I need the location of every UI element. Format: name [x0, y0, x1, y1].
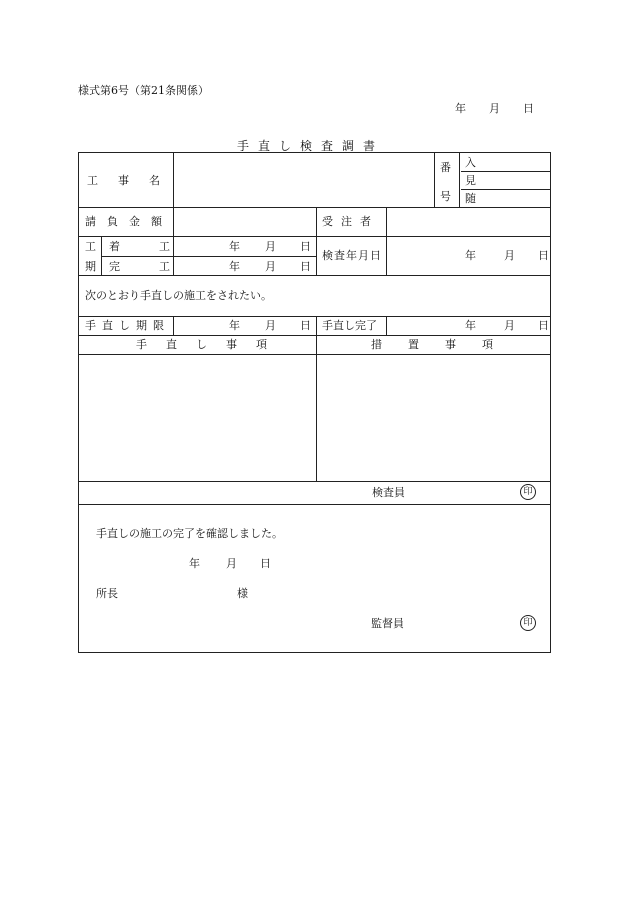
repair-done-year: 年 [465, 319, 476, 332]
inspection-date-label: 検査年月日 [322, 249, 382, 262]
start-label: 着工 [109, 240, 209, 253]
inspection-form [78, 152, 551, 653]
period-label-bottom: 期 [85, 260, 96, 273]
confirmation-month: 月 [226, 557, 237, 570]
start-month: 月 [265, 240, 276, 253]
confirmation-year: 年 [189, 557, 200, 570]
repair-items-header: 手直し事項 [136, 338, 286, 351]
header-date-month: 月 [489, 102, 500, 115]
repair-done-month: 月 [504, 319, 515, 332]
entry-type-1: 入 [465, 156, 476, 169]
repair-done-day: 日 [538, 319, 549, 332]
header-date-year: 年 [455, 102, 466, 115]
instruction-text: 次のとおり手直しの施工をされたい。 [85, 289, 272, 302]
header-date-day: 日 [523, 102, 534, 115]
confirmation-text: 手直しの施工の完了を確認しました。 [96, 527, 283, 540]
construction-name-label: 工事名 [87, 174, 180, 187]
completion-day: 日 [300, 260, 311, 273]
deadline-month: 月 [265, 319, 276, 332]
form-number: 様式第6号（第21条関係） [78, 84, 209, 97]
inspection-day: 日 [538, 249, 549, 262]
completion-month: 月 [265, 260, 276, 273]
entry-type-2: 見 [465, 174, 476, 187]
deadline-day: 日 [300, 319, 311, 332]
document-title: 手直し検査調書 [237, 139, 385, 153]
chief-label: 所長 [96, 587, 118, 600]
completion-label: 完工 [109, 260, 209, 273]
start-year: 年 [229, 240, 240, 253]
inspection-month: 月 [504, 249, 515, 262]
deadline-year: 年 [229, 319, 240, 332]
contract-amount-label: 請負金額 [85, 215, 173, 228]
number-label-top: 番 [440, 161, 451, 174]
confirmation-day: 日 [260, 557, 271, 570]
entry-type-3: 随 [465, 192, 476, 205]
supervisor-label: 監督員 [371, 617, 404, 630]
measures-header: 措置事項 [371, 338, 519, 351]
inspector-seal: 印 [520, 484, 536, 500]
number-label-bottom: 号 [440, 190, 451, 203]
chief-honorific: 様 [237, 587, 248, 600]
repair-done-label: 手直し完了 [322, 319, 377, 332]
inspection-year: 年 [465, 249, 476, 262]
deadline-label: 手直し期限 [85, 319, 170, 332]
completion-year: 年 [229, 260, 240, 273]
start-day: 日 [300, 240, 311, 253]
inspector-label: 検査員 [372, 486, 405, 499]
contractor-label: 受注者 [322, 215, 379, 228]
repair-items-area[interactable] [80, 356, 314, 480]
measures-area[interactable] [318, 356, 548, 480]
period-label-top: 工 [85, 240, 96, 253]
supervisor-seal: 印 [520, 615, 536, 631]
